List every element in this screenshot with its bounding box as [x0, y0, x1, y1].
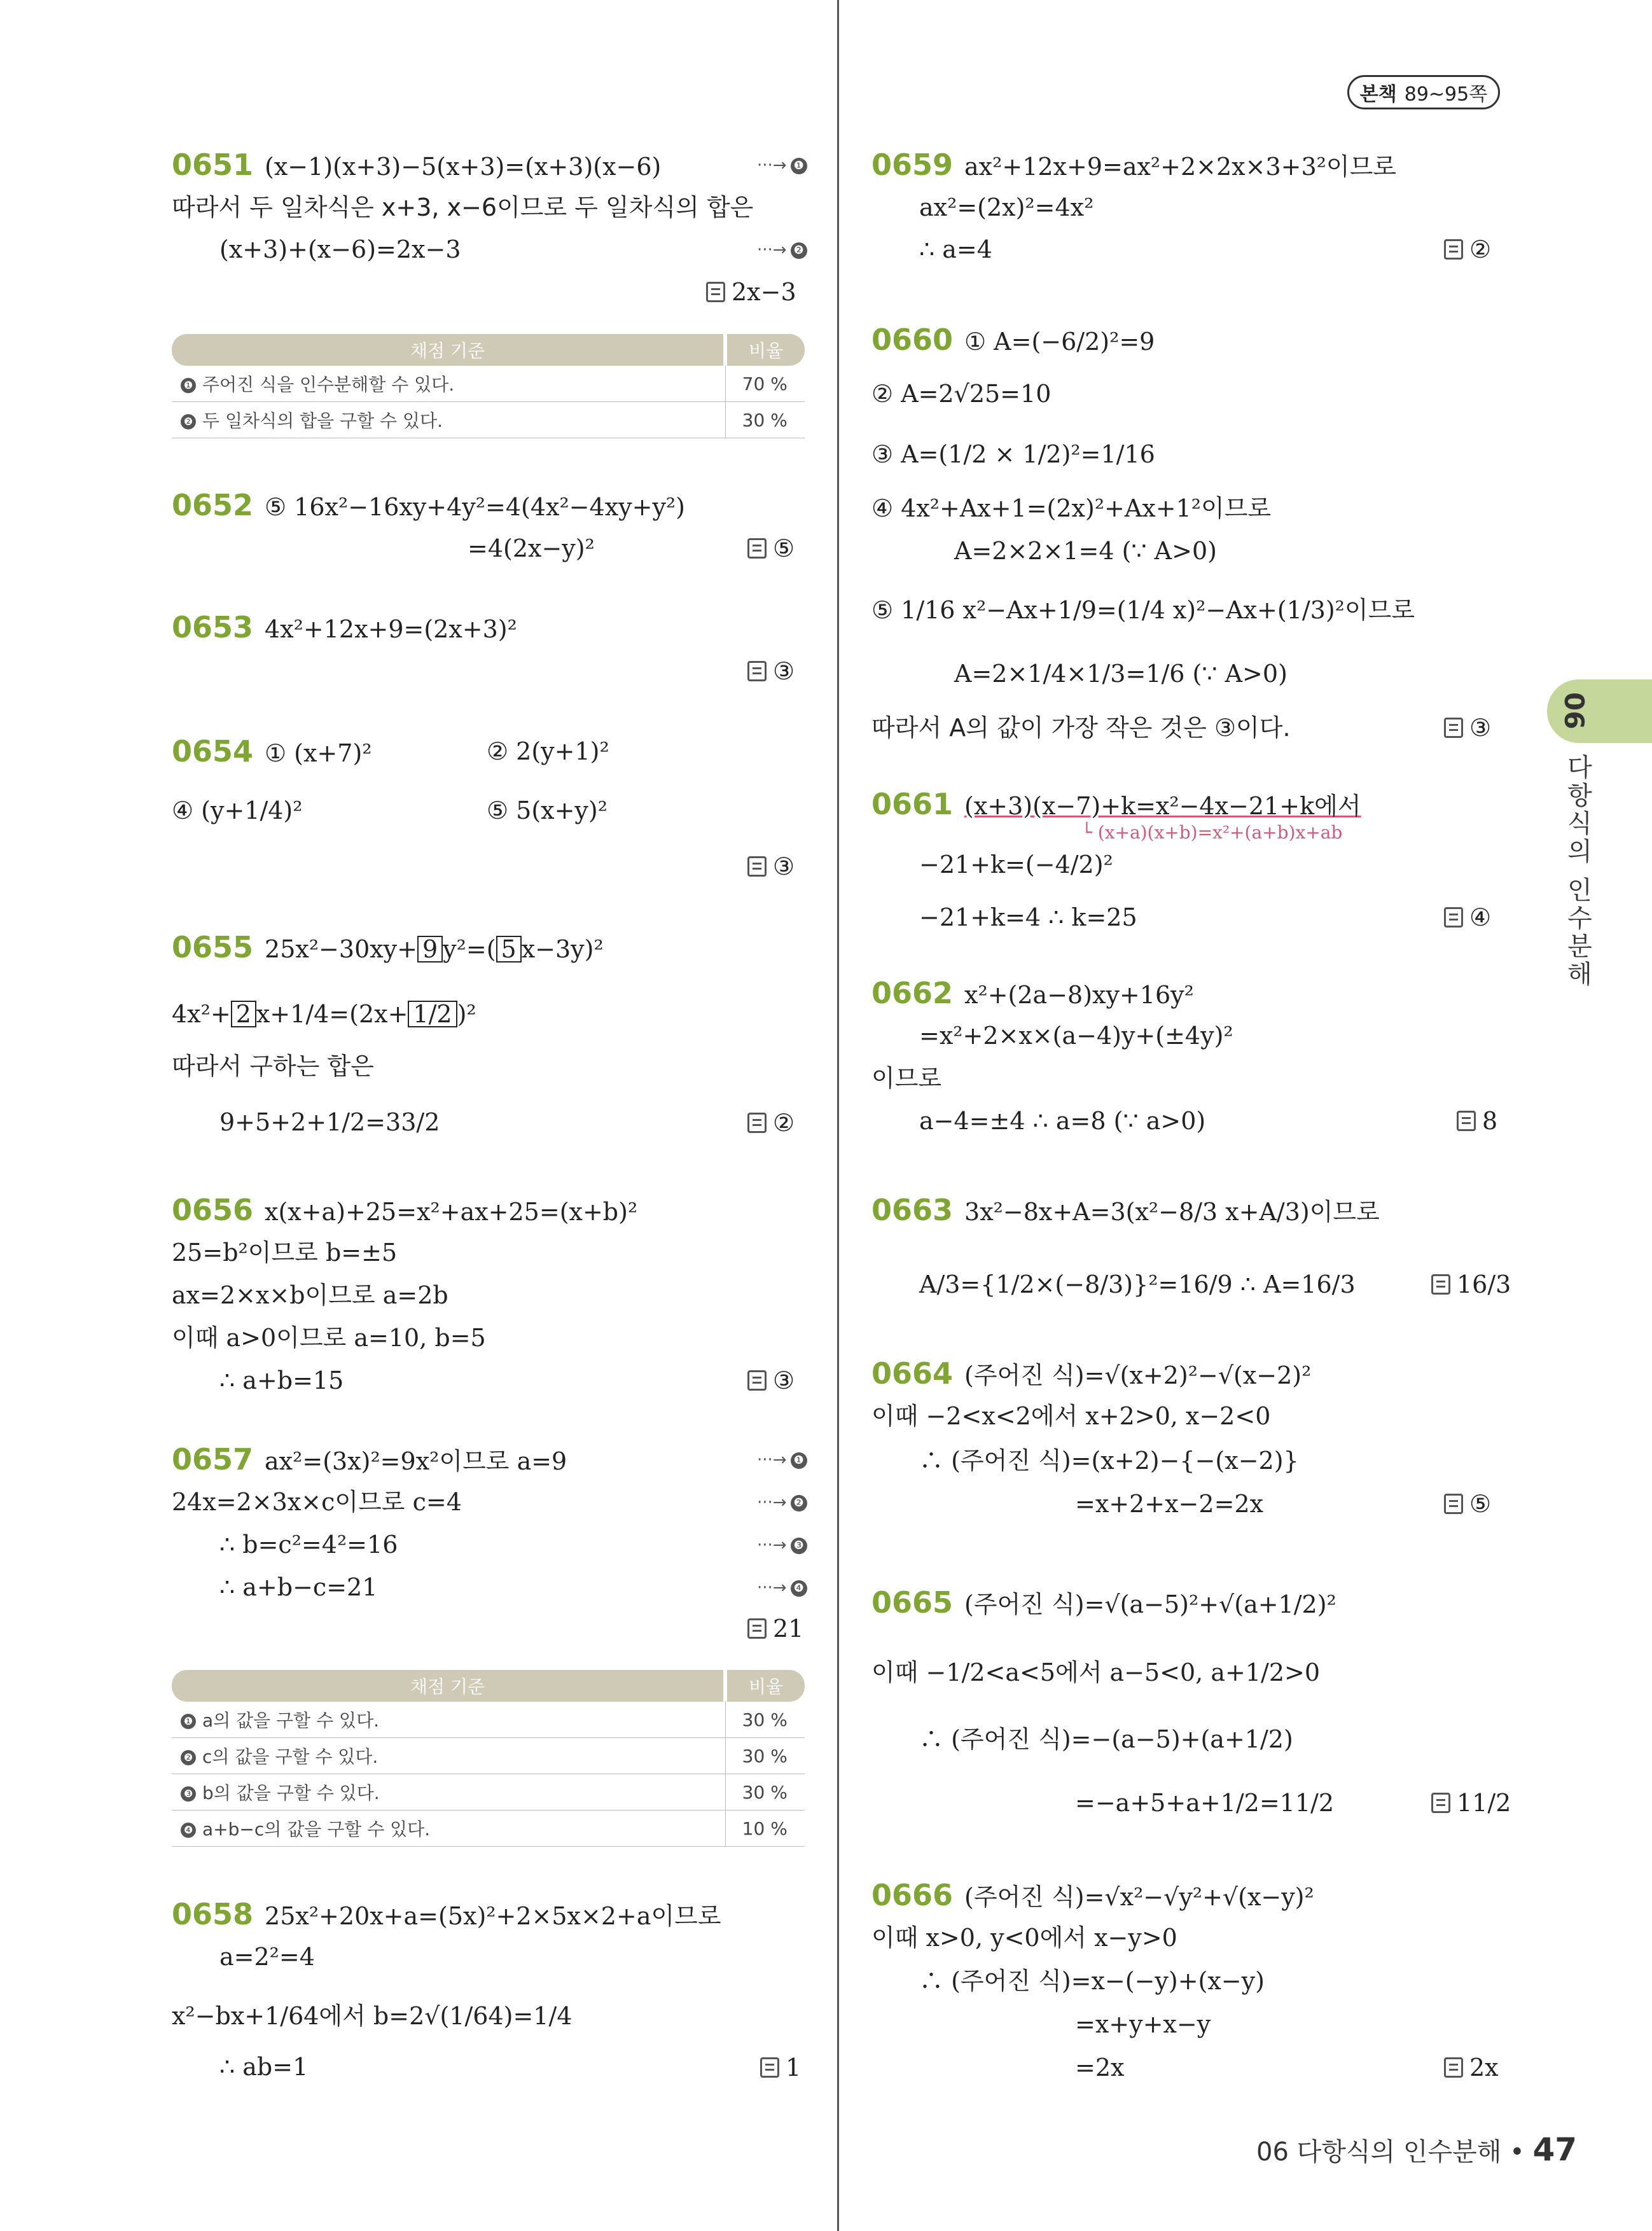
answer-0654 [747, 852, 795, 880]
problem-0662-line4: a−4=±4 ∴ a=8 (∵ a>0) [919, 1107, 1206, 1135]
bullet: ❷ [181, 414, 196, 429]
criterion [172, 402, 725, 438]
problem-0666-line3: ∴ (주어진 식)=x−(−y)+(x−y) [919, 1967, 1265, 1995]
answer-0656 [747, 1366, 795, 1394]
step-marker: ···→ ❹ [757, 1578, 807, 1597]
criterion [172, 1738, 725, 1774]
answer-0651 [706, 278, 796, 306]
math-line: x(x+a)+25=x²+ax+25=(x+b)² [265, 1198, 638, 1226]
math-line: ① A=(−6/2)²=9 [964, 328, 1155, 356]
step-marker: ···→ ❷ [757, 1493, 807, 1512]
answer-0655 [747, 1109, 795, 1137]
problem-0659-line2: ax²=(2x)²=4x² [919, 193, 1094, 221]
problem-0662-line3: 이므로 [871, 1064, 942, 1092]
choice-4: ④ (y+1/4)² [172, 796, 303, 824]
answer-box-icon [747, 538, 767, 559]
problem-0660-line2: ② A=2√25=10 [871, 380, 1052, 408]
problem-0664-line2: 이때 −2<x<2에서 x+2>0, x−2<0 [871, 1402, 1271, 1430]
boxed-value: 9 [417, 936, 443, 963]
problem-0664-line4: =x+2+x−2=2x [1075, 1490, 1264, 1518]
math-line: (x−1)(x+3)−5(x+3)=(x+3)(x−6) [265, 153, 662, 181]
step-marker: ···→ ❶ [757, 156, 807, 175]
page-footer [1256, 2131, 1577, 2168]
rate: 30 % [725, 1774, 805, 1811]
answer-0663 [1431, 1270, 1511, 1298]
chapter-tab-title: 다항식의 인수분해 [1563, 754, 1592, 989]
problem-0660-line1 [871, 324, 1155, 357]
answer-value: 8 [1482, 1107, 1498, 1135]
formula-hint: └ (x+a)(x+b)=x²+(a+b)x+ab [1081, 822, 1343, 843]
criterion-text: a의 값을 구할 수 있다. [202, 1710, 380, 1731]
step-number: ❶ [791, 158, 807, 174]
problem-number: 0659 [871, 148, 954, 182]
criterion [172, 366, 725, 402]
problem-number: 0657 [172, 1442, 254, 1477]
math-line: (주어진 식)=√(a−5)²+√(a+1/2)² [964, 1590, 1336, 1618]
problem-0658-line4: ∴ ab=1 [219, 2053, 309, 2081]
problem-0656-line2: 25=b²이므로 b=±5 [172, 1239, 398, 1267]
bullet: ❶ [181, 378, 196, 393]
answer-box-icon [1444, 718, 1463, 738]
answer-0666 [1444, 2054, 1499, 2082]
answer-0664 [1444, 1490, 1491, 1518]
answer-0653 [747, 657, 795, 685]
answer-box-icon [760, 2057, 779, 2078]
math-line: ax²=(3x)²=9x²이므로 a=9 [265, 1447, 567, 1475]
answer-value: ③ [773, 1366, 795, 1394]
problem-0658-line2: a=2²=4 [219, 1943, 315, 1971]
criterion [172, 1702, 725, 1738]
problem-number: 0654 [172, 734, 254, 768]
problem-0656-line5: ∴ a+b=15 [219, 1366, 344, 1394]
hint-text: (x+a)(x+b)=x²+(a+b)x+ab [1097, 822, 1343, 843]
problem-0659-line3: ∴ a=4 [919, 235, 992, 263]
criterion [172, 1811, 725, 1847]
scoring-header: 채점 기준 [172, 334, 725, 366]
answer-box-icon [1444, 1494, 1463, 1514]
answer-value: 2x [1469, 2054, 1499, 2082]
boxed-value: 1/2 [408, 1001, 457, 1027]
scoring-table-0651 [172, 334, 805, 438]
problem-0653-line1 [172, 612, 517, 644]
problem-0660-line5: A=2×2×1=4 (∵ A>0) [954, 537, 1217, 565]
criterion-text: 두 일차식의 합을 구할 수 있다. [202, 410, 443, 431]
problem-0663-line2: A/3={1/2×(−8/3)}²=16/9 ∴ A=16/3 [919, 1270, 1356, 1298]
problem-0664-line3: ∴ (주어진 식)=(x+2)−{−(x−2)} [919, 1447, 1299, 1475]
problem-0654-line1 [172, 736, 372, 768]
answer-value: ③ [773, 657, 795, 685]
answer-value: ② [1469, 235, 1492, 263]
problem-number: 0652 [172, 488, 254, 522]
problem-0666-line2: 이때 x>0, y<0에서 x−y>0 [871, 1924, 1177, 1952]
step-number: ❶ [791, 1452, 807, 1469]
problem-0655-line4: 9+5+2+1/2=33/2 [219, 1108, 440, 1136]
answer-value: 2x−3 [732, 278, 796, 306]
problem-0657-line1 [172, 1444, 567, 1477]
math-line: (주어진 식)=√x²−√y²+√(x−y)² [964, 1883, 1314, 1911]
answer-value: ④ [1469, 903, 1492, 931]
problem-0662-line2: =x²+2×x×(a−4)y+(±4y)² [919, 1022, 1233, 1050]
choice-5: ⑤ 5(x+y)² [487, 796, 607, 824]
answer-value: ③ [1469, 714, 1492, 742]
problem-number: 0664 [871, 1356, 954, 1391]
problem-0652-line1 [172, 490, 685, 522]
problem-0657-line2: 24x=2×3x×c이므로 c=4 [172, 1488, 462, 1516]
math-part: 25x²−30xy+ [265, 935, 417, 963]
step-number: ❷ [791, 242, 807, 259]
column-divider [837, 0, 839, 2231]
rate: 30 % [725, 1738, 805, 1774]
problem-number: 0663 [871, 1193, 954, 1227]
boxed-value: 2 [231, 1001, 256, 1027]
problem-0657-line3: ∴ b=c²=4²=16 [219, 1531, 398, 1559]
step-number: ❹ [791, 1580, 807, 1597]
math-line: ⑤ 16x²−16xy+4y²=4(4x²−4xy+y²) [265, 493, 685, 521]
answer-box-icon [747, 856, 767, 877]
bullet: ❷ [181, 1750, 196, 1765]
answer-box-icon [1444, 2057, 1463, 2078]
answer-0665 [1431, 1789, 1511, 1817]
problem-0660-line6: ⑤ 1/16 x²−Ax+1/9=(1/4 x)²−Ax+(1/3)²이므로 [871, 596, 1415, 624]
criterion-text: a+b−c의 값을 구할 수 있다. [202, 1819, 431, 1840]
problem-0655-line2 [172, 999, 476, 1029]
criterion [172, 1774, 725, 1811]
math-line: ax²+12x+9=ax²+2×2x×3+3²이므로 [964, 153, 1397, 181]
problem-number: 0665 [871, 1585, 954, 1620]
problem-0666-line5: =2x [1075, 2054, 1125, 2082]
answer-box-icon [1444, 907, 1463, 928]
criterion-text: b의 값을 구할 수 있다. [202, 1783, 380, 1804]
answer-box-icon [706, 282, 725, 302]
rate-header: 비율 [725, 1670, 805, 1702]
answer-value: ⑤ [1469, 1490, 1492, 1518]
scoring-table-0657 [172, 1670, 805, 1847]
problem-0661-line2: −21+k=(−4/2)² [919, 851, 1113, 879]
choice-2: ② 2(y+1)² [487, 737, 609, 765]
answer-value: ⑤ [773, 534, 795, 562]
rate: 10 % [725, 1811, 805, 1847]
problem-0656-line1 [172, 1195, 637, 1227]
problem-number: 0651 [172, 148, 254, 182]
answer-0659 [1444, 235, 1491, 263]
answer-value: ③ [773, 852, 795, 880]
problem-0663-line1 [871, 1195, 1380, 1227]
badge-label: 본책 [1359, 83, 1397, 106]
math-part: 4x²+ [172, 1000, 231, 1028]
answer-0661 [1444, 903, 1491, 931]
problem-0661-line1 [871, 789, 1361, 821]
answer-box-icon [1444, 239, 1463, 260]
rate-header: 비율 [725, 334, 805, 366]
bullet: ❹ [181, 1823, 196, 1838]
rate: 30 % [725, 402, 805, 438]
answer-value: 16/3 [1457, 1270, 1511, 1298]
math-part: y²=( [443, 935, 496, 963]
answer-value: ② [773, 1109, 795, 1137]
rate: 30 % [725, 1702, 805, 1738]
criterion-text: c의 값을 구할 수 있다. [202, 1746, 378, 1767]
problem-0660-line7: A=2×1/4×1/3=1/6 (∵ A>0) [954, 660, 1288, 688]
problem-number: 0666 [871, 1878, 954, 1912]
problem-0660-line3: ③ A=(1/2 × 1/2)²=1/16 [871, 440, 1155, 468]
problem-0664-line1 [871, 1358, 1311, 1391]
step-number: ❷ [791, 1495, 807, 1512]
problem-0666-line1 [871, 1880, 1314, 1912]
problem-0665-line2: 이때 −1/2<a<5에서 a−5<0, a+1/2>0 [871, 1658, 1321, 1686]
problem-0658-line1 [172, 1899, 721, 1931]
choice-1: ① (x+7)² [265, 739, 372, 767]
problem-0661-line3: −21+k=4 ∴ k=25 [919, 903, 1137, 931]
math-part: )² [457, 1000, 476, 1028]
page-reference-badge [1347, 75, 1500, 109]
problem-0651-line1 [172, 149, 661, 182]
footer-chapter: 06 다항식의 인수분해 [1256, 2137, 1502, 2167]
problem-number: 0656 [172, 1193, 254, 1227]
answer-value: 21 [773, 1615, 804, 1643]
answer-0662 [1457, 1107, 1497, 1135]
math-line: 4x²+12x+9=(2x+3)² [265, 615, 517, 643]
step-marker: ···→ ❸ [757, 1536, 807, 1555]
answer-box-icon [1431, 1793, 1450, 1813]
problem-0655-line3: 따라서 구하는 합은 [172, 1052, 374, 1080]
problem-0652-line2: =4(2x−y)² [468, 534, 595, 562]
problem-0666-line4: =x+y+x−y [1075, 2010, 1211, 2038]
problem-number: 0661 [871, 787, 954, 821]
rate: 70 % [725, 366, 805, 402]
math-line: (x+3)(x−7)+k=x²−4x−21+k에서 [964, 792, 1361, 820]
problem-0651-line2: 따라서 두 일차식은 x+3, x−6이므로 두 일차식의 합은 [172, 193, 754, 221]
problem-0656-line4: 이때 a>0이므로 a=10, b=5 [172, 1324, 486, 1352]
math-line: 3x²−8x+A=3(x²−8/3 x+A/3)이므로 [964, 1198, 1380, 1226]
problem-0659-line1 [871, 149, 1396, 182]
problem-0658-line3: x²−bx+1/64에서 b=2√(1/64)=1/4 [172, 2002, 573, 2030]
problem-0665-line3: ∴ (주어진 식)=−(a−5)+(a+1/2) [919, 1725, 1293, 1753]
problem-number: 0660 [871, 323, 954, 357]
step-number: ❸ [791, 1538, 807, 1554]
problem-0651-line3: (x+3)+(x−6)=2x−3 [219, 235, 461, 263]
problem-0665-line4: =−a+5+a+1/2=11/2 [1075, 1789, 1335, 1817]
problem-0665-line1 [871, 1587, 1336, 1620]
badge-pages: 89~95쪽 [1404, 83, 1488, 106]
problem-number: 0662 [871, 976, 954, 1010]
answer-box-icon [747, 1618, 767, 1639]
math-part: x−3y)² [521, 935, 604, 963]
bullet: ❸ [181, 1786, 196, 1802]
step-marker: ···→ ❶ [757, 1450, 807, 1470]
problem-number: 0658 [172, 1897, 254, 1931]
criterion-text: 주어진 식을 인수분해할 수 있다. [202, 374, 455, 395]
math-line: (주어진 식)=√(x+2)²−√(x−2)² [964, 1361, 1312, 1389]
math-line: x²+(2a−8)xy+16y² [964, 981, 1194, 1009]
math-line: 25x²+20x+a=(5x)²+2×5x×2+a이므로 [265, 1902, 721, 1930]
answer-box-icon [1431, 1274, 1450, 1295]
answer-0658 [760, 2054, 801, 2082]
scoring-header: 채점 기준 [172, 1670, 725, 1702]
answer-box-icon [747, 661, 767, 681]
answer-box-icon [747, 1113, 767, 1133]
bullet: ❶ [181, 1714, 196, 1729]
problem-number: 0655 [172, 930, 254, 964]
answer-0660 [1444, 714, 1491, 742]
answer-box-icon [747, 1370, 767, 1391]
problem-0660-line8: 따라서 A의 값이 가장 작은 것은 ③이다. [871, 714, 1291, 742]
step-marker: ···→ ❷ [757, 240, 807, 260]
answer-0652 [747, 534, 795, 562]
answer-0657 [747, 1615, 803, 1643]
problem-0662-line1 [871, 978, 1194, 1010]
problem-0655-line1 [172, 932, 604, 964]
boxed-value: 5 [496, 936, 522, 963]
chapter-tab-number: 06 [1558, 692, 1590, 730]
answer-box-icon [1457, 1111, 1476, 1131]
problem-0656-line3: ax=2×x×b이므로 a=2b [172, 1281, 448, 1309]
problem-number: 0653 [172, 610, 254, 644]
answer-value: 11/2 [1457, 1789, 1511, 1817]
page-number: 47 [1532, 2131, 1578, 2168]
math-part: x+1/4=(2x+ [256, 1000, 408, 1028]
problem-0660-line4: ④ 4x²+Ax+1=(2x)²+Ax+1²이므로 [871, 494, 1272, 522]
answer-value: 1 [786, 2054, 802, 2082]
footer-separator: • [1510, 2137, 1525, 2167]
problem-0657-line4: ∴ a+b−c=21 [219, 1573, 378, 1601]
